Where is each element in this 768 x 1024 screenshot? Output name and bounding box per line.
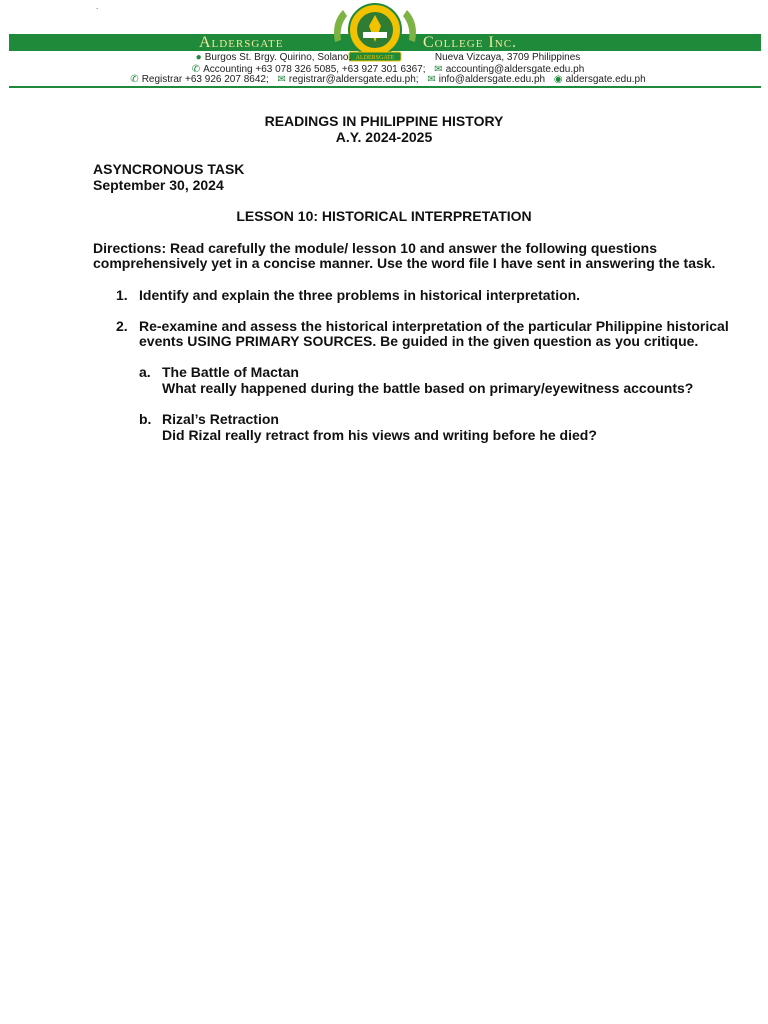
mail-icon: ✉	[434, 64, 443, 75]
phone-icon: ✆	[191, 64, 201, 75]
mail-icon: ✉	[427, 74, 436, 85]
stray-mark: .	[96, 2, 99, 11]
address-line: ● Burgos St. Brgy. Quirino, Solano, Nueva Vizcaya, 3709 Philippines	[195, 52, 581, 63]
globe-icon: ◉	[553, 74, 563, 85]
academic-year: A.Y. 2024-2025	[335, 129, 433, 145]
directions-line-1: Directions: Read carefully the module/ lesson 10 and answer the following questions	[93, 240, 658, 256]
sub-item-question: Did Rizal really retract from his views and writing before he died?	[162, 427, 597, 443]
registrar-line: ✆ Registrar +63 926 207 8642; ✉ registrar@aldersgate.edu.ph; ✉ info@aldersgate.edu.ph ◉ aldersgate.edu.ph	[130, 74, 646, 85]
sub-item-letter: a.	[139, 364, 151, 380]
letterhead-rule	[9, 86, 761, 88]
location-icon: ●	[195, 52, 202, 63]
item-text: Identify and explain the three problems in historical interpretation.	[139, 287, 581, 303]
mail-icon: ✉	[277, 74, 286, 85]
item-number: 2.	[116, 318, 128, 334]
sub-item-title: The Battle of Mactan	[162, 364, 299, 380]
task-date: September 30, 2024	[93, 177, 224, 193]
item-number: 1.	[116, 287, 128, 303]
accounting-line: ✆ Accounting +63 078 326 5085, +63 927 301 6367; ✉ accounting@aldersgate.edu.ph	[191, 64, 585, 75]
sub-item-title: Rizal’s Retraction	[162, 411, 279, 427]
lesson-title: LESSON 10: HISTORICAL INTERPRETATION	[236, 208, 532, 224]
sub-item-letter: b.	[139, 411, 152, 427]
item-text-line-2: events USING PRIMARY SOURCES. Be guided in the given question as you critique.	[139, 333, 699, 349]
task-type: ASYNCRONOUS TASK	[93, 161, 245, 177]
directions-line-2: comprehensively yet in a concise manner. Use the word file I have sent in answering the task.	[93, 255, 716, 271]
sub-item-question: What really happened during the battle based on primary/eyewitness accounts?	[162, 380, 694, 396]
document-title: READINGS IN PHILIPPINE HISTORY	[264, 113, 504, 129]
letterhead	[9, 0, 761, 90]
college-name-right: College Inc.	[423, 34, 518, 51]
seal-text: ALDERSGATE	[355, 55, 395, 61]
phone-icon: ✆	[130, 74, 139, 85]
college-name-left: Aldersgate	[199, 34, 284, 51]
item-text-line-1: Re-examine and assess the historical interpretation of the particular Philippine historical	[139, 318, 729, 334]
